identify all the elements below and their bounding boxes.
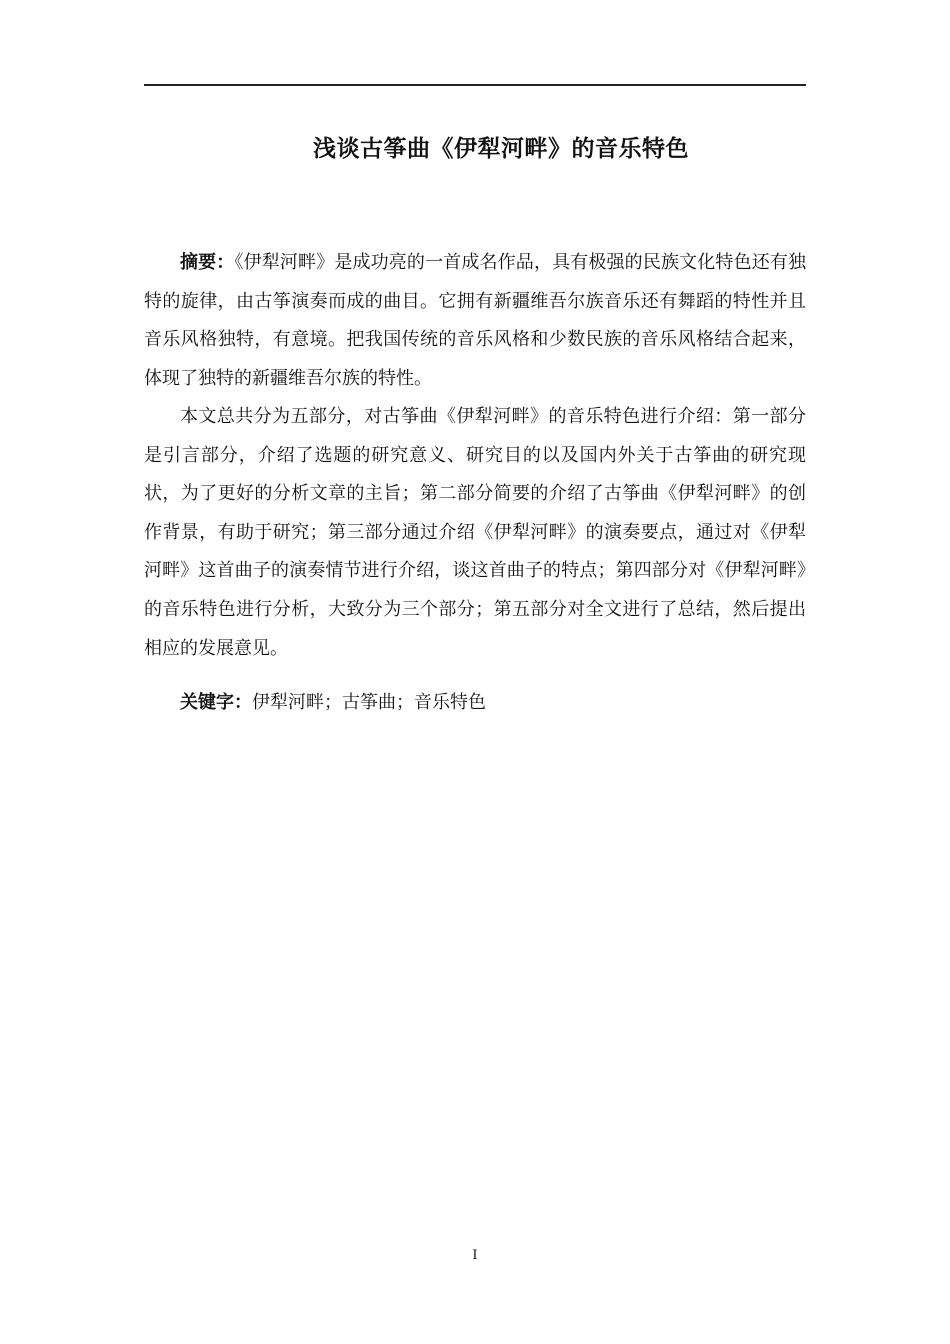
keywords-line	[180, 684, 800, 722]
keywords-value: 伊犁河畔；古筝曲；音乐特色	[252, 692, 486, 713]
abstract-paragraph-2: 本文总共分为五部分，对古筝曲《伊犁河畔》的音乐特色进行介绍：第一部分是引言部分，介绍了选题的研究意义、研究目的以及国内外关于古筝曲的研究现状，为了更好的分析文章的主旨；第二部分简要的介绍了古筝曲《伊犁河畔》的创作背景，有助于研究；第三部分通过介绍《伊犁河畔》的演奏要点，通过对《伊犁河畔》这首曲子的演奏情节进行介绍，谈这首曲子的特点；第四部分对《伊犁河畔》的音乐特色进行分析，大致分为三个部分；第五部分对全文进行了总结，然后提出相应的发展意见。	[144, 406, 806, 659]
page-title: 浅谈古筝曲《伊犁河畔》的音乐特色	[313, 136, 689, 162]
abstract-label: 摘要：	[180, 252, 235, 273]
header-rule	[144, 84, 806, 86]
keywords-label: 关键字：	[180, 692, 252, 713]
abstract-paragraph	[144, 244, 806, 398]
abstract-text: 《伊犁河畔》是成功亮的一首成名作品，具有极强的民族文化特色还有独特的旋律，由古筝演奏而成的曲目。它拥有新疆维吾尔族音乐还有舞蹈的特性并且音乐风格独特，有意境。把我国传统的音乐风格和少数民族的音乐风格结合起来，体现了独特的新疆维吾尔族的特性。	[144, 252, 807, 389]
page-number: I	[472, 1248, 478, 1263]
